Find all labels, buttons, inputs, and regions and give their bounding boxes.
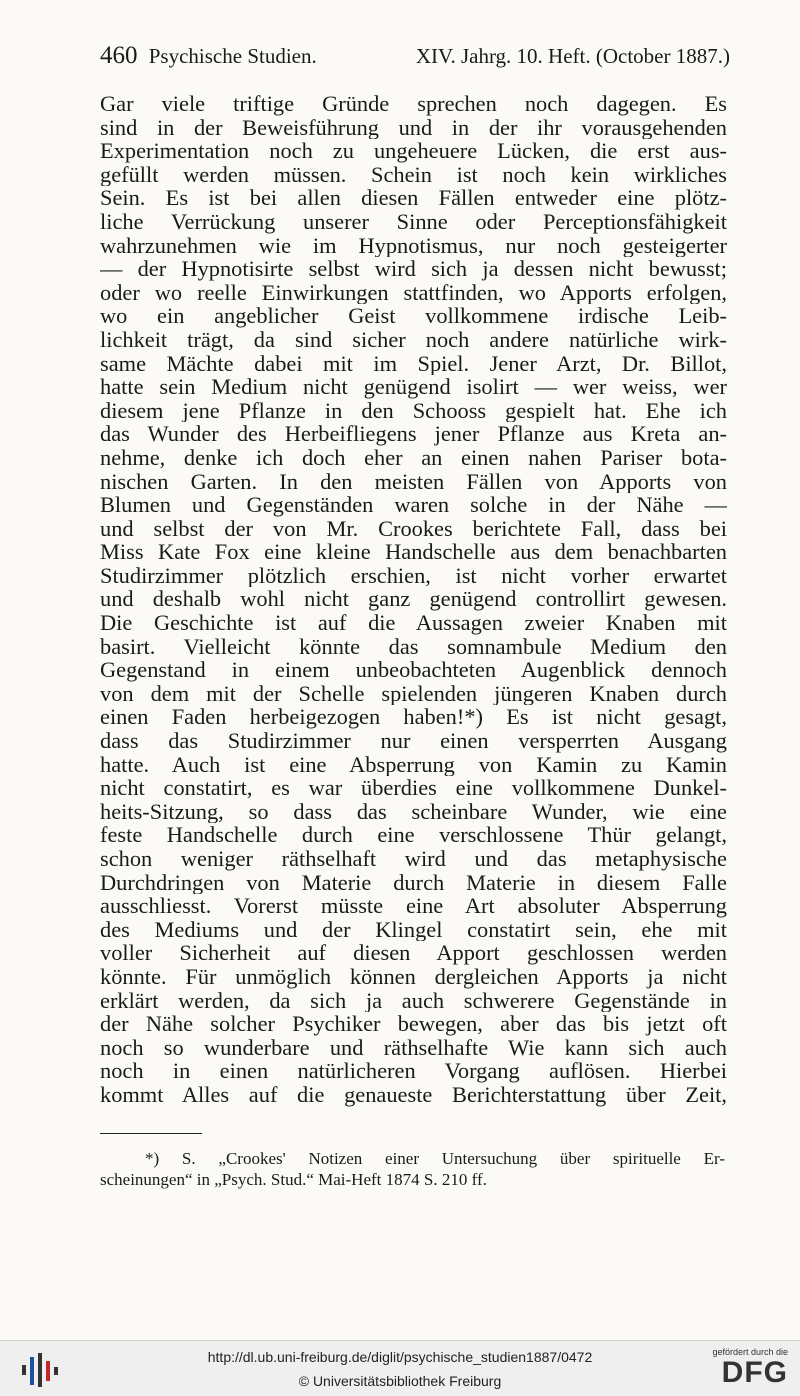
text-line: einen Faden herbeigezogen haben!*) Es ist nicht gesagt, bbox=[100, 705, 727, 730]
dfg-logo bbox=[708, 1347, 788, 1391]
text-line: sind in der Beweisführung und in der ihr vorausgehenden bbox=[100, 115, 727, 140]
text-line: wahrzunehmen wie im Hypnotismus, nur noch gesteigerter bbox=[100, 233, 727, 258]
body-text bbox=[100, 92, 727, 1107]
text-line: Durchdringen von Materie durch Materie in diesem Falle bbox=[100, 870, 727, 895]
text-line: Sein. Es ist bei allen diesen Fällen entweder eine plötz- bbox=[100, 186, 727, 210]
text-line: same Mächte dabei mit im Spiel. Jener Arzt, Dr. Billot, bbox=[100, 351, 727, 376]
viewer-footer bbox=[0, 1340, 800, 1396]
text-line: noch so wunderbare und räthselhafte Wie kann sich auch bbox=[100, 1035, 727, 1060]
permalink-url[interactable]: http://dl.ub.uni-freiburg.de/diglit/psychische_studien1887/0472 bbox=[207, 1349, 593, 1365]
copyright-notice: © Universitätsbibliothek Freiburg bbox=[298, 1373, 502, 1389]
text-line: ausschliesst. Vorerst müsste eine Art absoluter Absperrung bbox=[100, 894, 727, 918]
text-line: der Nähe solcher Psychiker bewegen, aber das bis jetzt oft bbox=[100, 1012, 727, 1036]
journal-title: Psychische Studien. bbox=[148, 44, 317, 68]
text-line: hatte. Auch ist eine Absperrung von Kamin zu Kamin bbox=[100, 752, 727, 777]
text-line: dass das Studirzimmer nur einen versperrten Ausgang bbox=[100, 729, 727, 753]
text-line: hatte sein Medium nicht genügend isolirt — wer weiss, wer bbox=[100, 375, 727, 399]
text-line: nehme, denke ich doch eher an einen nahen Pariser bota- bbox=[100, 445, 727, 470]
text-line: wo ein angeblicher Geist vollkommene irdische Leib- bbox=[100, 304, 727, 328]
text-line: das Wunder des Herbeifliegens jener Pflanze aus Kreta an- bbox=[100, 422, 727, 446]
text-line: diesem jene Pflanze in den Schooss gespielt hat. Ehe ich bbox=[100, 398, 727, 423]
footnote-rule bbox=[100, 1133, 202, 1134]
text-line: des Mediums und der Klingel constatirt sein, ehe mit bbox=[100, 917, 727, 942]
text-line: noch in einen natürlicheren Vorgang auflösen. Hierbei bbox=[100, 1059, 727, 1083]
text-line: könnte. Für unmöglich können dergleichen Apports ja nicht bbox=[100, 964, 727, 989]
dfg-wordmark: DFG bbox=[721, 1356, 788, 1389]
footnote bbox=[100, 1148, 725, 1190]
text-line: nischen Garten. In den meisten Fällen von Apports von bbox=[100, 469, 727, 494]
sponsor-caption: gefördert durch die bbox=[712, 1347, 788, 1357]
text-line: von dem mit der Schelle spielenden jüngeren Knaben durch bbox=[100, 681, 727, 706]
text-line: Die Geschichte ist auf die Aussagen zweier Knaben mit bbox=[100, 611, 727, 635]
text-line: voller Sicherheit auf diesen Apport geschlossen werden bbox=[100, 941, 727, 965]
text-line: — der Hypnotisirte selbst wird sich ja dessen nicht bewusst; bbox=[100, 257, 727, 281]
footnote-line-2: scheinungen“ in „Psych. Stud.“ Mai-Heft 1874 S. 210 ff. bbox=[100, 1170, 487, 1189]
text-line: lichkeit trägt, da sind sicher noch andere natürliche wirk- bbox=[100, 327, 727, 352]
text-line: schon weniger räthselhaft wird und das metaphysische bbox=[100, 847, 727, 871]
library-logo-icon bbox=[20, 1351, 60, 1389]
text-line: Gar viele triftige Gründe sprechen noch dagegen. Es bbox=[100, 92, 727, 116]
text-line: gefüllt werden müssen. Schein ist noch kein wirkliches bbox=[100, 162, 727, 187]
page-number: 460 bbox=[100, 42, 138, 69]
text-line: und deshalb wohl nicht ganz genügend controllirt gewesen. bbox=[100, 587, 727, 612]
running-header bbox=[100, 42, 730, 76]
text-line: Blumen und Gegenständen waren solche in der Nähe — bbox=[100, 493, 727, 517]
text-line: Miss Kate Fox eine kleine Handschelle aus dem benachbarten bbox=[100, 540, 727, 564]
text-line: kommt Alles auf die genaueste Berichterstattung über Zeit, bbox=[100, 1082, 727, 1107]
text-line: und selbst der von Mr. Crookes berichtete Fall, dass bei bbox=[100, 516, 727, 541]
text-line: Experimentation noch zu ungeheuere Lücken, die erst aus- bbox=[100, 139, 727, 163]
text-line: feste Handschelle durch eine verschlossene Thür gelangt, bbox=[100, 823, 727, 847]
text-line: heits-Sitzung, so dass das scheinbare Wunder, wie eine bbox=[100, 799, 727, 824]
text-line: Gegenstand in einem unbeobachteten Augenblick dennoch bbox=[100, 658, 727, 682]
issue-info: XIV. Jahrg. 10. Heft. (October 1887.) bbox=[415, 44, 730, 68]
footnote-line-1: *) S. „Crookes' Notizen einer Untersuchung über spirituelle Er- bbox=[145, 1149, 725, 1168]
text-line: erklärt werden, da sich ja auch schwerere Gegenstände in bbox=[100, 988, 727, 1013]
text-line: liche Verrückung unserer Sinne oder Perceptionsfähigkeit bbox=[100, 209, 727, 234]
text-line: Studirzimmer plötzlich erschien, ist nicht vorher erwartet bbox=[100, 563, 727, 588]
text-line: basirt. Vielleicht könnte das somnambule Medium den bbox=[100, 634, 727, 659]
text-line: oder wo reelle Einwirkungen stattfinden, wo Apports erfolgen, bbox=[100, 280, 727, 305]
text-line: nicht constatirt, es war überdies eine vollkommene Dunkel- bbox=[100, 776, 727, 800]
